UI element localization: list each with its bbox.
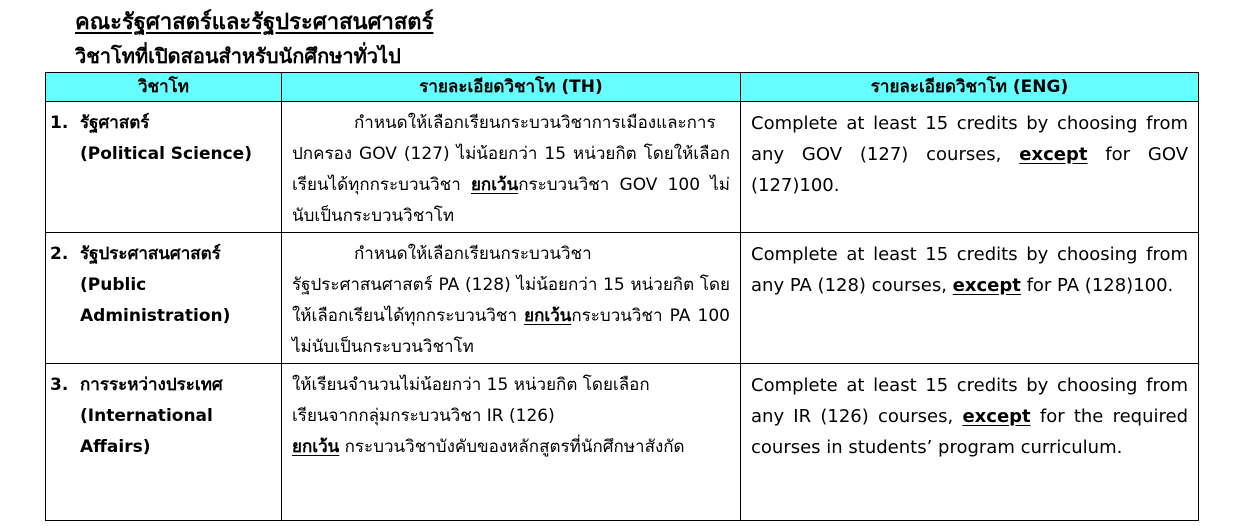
column-header-minor: วิชาโท — [46, 73, 282, 102]
minor-name-th: การระหว่างประเทศ — [80, 375, 223, 395]
column-header-detail-th: รายละเอียดวิชาโท (TH) — [282, 73, 741, 102]
row-number: 3. — [50, 375, 69, 395]
except-emphasis-th: ยกเว้น — [524, 306, 572, 326]
detail-th-text-end: กระบวนวิชา GOV 100 ไม่นับเป็นกระบวนวิชาโท — [292, 175, 730, 226]
except-emphasis-en: except — [1019, 144, 1088, 165]
row-number: 1. — [50, 113, 69, 133]
minor-name-en-2: Administration) — [80, 306, 231, 326]
table-header — [46, 73, 1199, 102]
row-number: 2. — [50, 244, 69, 264]
detail-th-line-1: ให้เรียนจำนวนไม่น้อยกว่า 15 หน่วยกิต โดยเลือก — [292, 375, 650, 395]
except-emphasis-en: except — [962, 406, 1031, 427]
minor-courses-table — [45, 72, 1199, 521]
except-emphasis-th: ยกเว้น — [292, 437, 340, 457]
detail-en-cell — [741, 102, 1199, 233]
minor-name-th: รัฐประศาสนศาสตร์ — [80, 244, 221, 264]
table-row — [46, 364, 1199, 521]
detail-th-text: กำหนดให้เลือกเรียนกระบวนวิชารัฐประศาสนศาสตร์ PA (128) ไม่น้อยกว่า 15 หน่วยกิต โดยให้เลือกเรียนได้ทุกกระบวนวิชา — [292, 244, 730, 326]
page-subtitle: วิชาโทที่เปิดสอนสำหรับนักศึกษาทั่วไป — [75, 44, 401, 68]
detail-en-text: Complete at least 15 credits by choosing from any GOV (127) courses, — [751, 113, 1188, 165]
faculty-title: คณะรัฐศาสตร์และรัฐประศาสนศาสตร์ — [75, 10, 434, 35]
minor-name-en-2: Affairs) — [80, 437, 151, 457]
minor-name-cell — [46, 102, 282, 233]
table-row — [46, 102, 1199, 233]
detail-en-text-end: for the required courses in students’ program curriculum. — [751, 406, 1189, 458]
detail-th-line-3 — [292, 432, 730, 463]
detail-th-cell — [282, 364, 741, 521]
detail-en-text-end: for PA (128)100. — [1020, 275, 1174, 296]
detail-th-cell — [282, 233, 741, 364]
except-emphasis-th: ยกเว้น — [470, 175, 519, 195]
detail-en-cell — [741, 233, 1199, 364]
detail-th-line-2: เรียนจากกลุ่มกระบวนวิชา IR (126) — [292, 406, 555, 426]
detail-th-text-end: กระบวนวิชา PA 100 ไม่นับเป็นกระบวนวิชาโท — [292, 306, 730, 357]
except-emphasis-en: except — [952, 275, 1021, 296]
minor-name-en: (Public — [80, 275, 147, 295]
detail-en-text-end: for GOV (127)100. — [751, 144, 1189, 196]
minor-name-th: รัฐศาสตร์ — [80, 113, 150, 133]
minor-name-cell — [46, 364, 282, 521]
detail-th-cell — [282, 102, 741, 233]
detail-en-text: Complete at least 15 credits by choosing from any PA (128) courses, — [751, 244, 1188, 296]
column-header-detail-eng: รายละเอียดวิชาโท (ENG) — [741, 73, 1199, 102]
minor-name-en: (International — [80, 406, 213, 426]
detail-en-cell — [741, 364, 1199, 521]
detail-th-text-end: กระบวนวิชาบังคับของหลักสูตรที่นักศึกษาสังกัด — [339, 437, 685, 457]
table-row — [46, 233, 1199, 364]
detail-en-text: Complete at least 15 credits by choosing from any IR (126) courses, — [751, 375, 1188, 427]
detail-th-text: กำหนดให้เลือกเรียนกระบวนวิชาการเมืองและการปกครอง GOV (127) ไม่น้อยกว่า 15 หน่วยกิต โดยให้เลือกเรียนได้ทุกกระบวนวิชา — [292, 113, 730, 195]
minor-name-en: (Political Science) — [80, 144, 252, 164]
minor-name-cell — [46, 233, 282, 364]
